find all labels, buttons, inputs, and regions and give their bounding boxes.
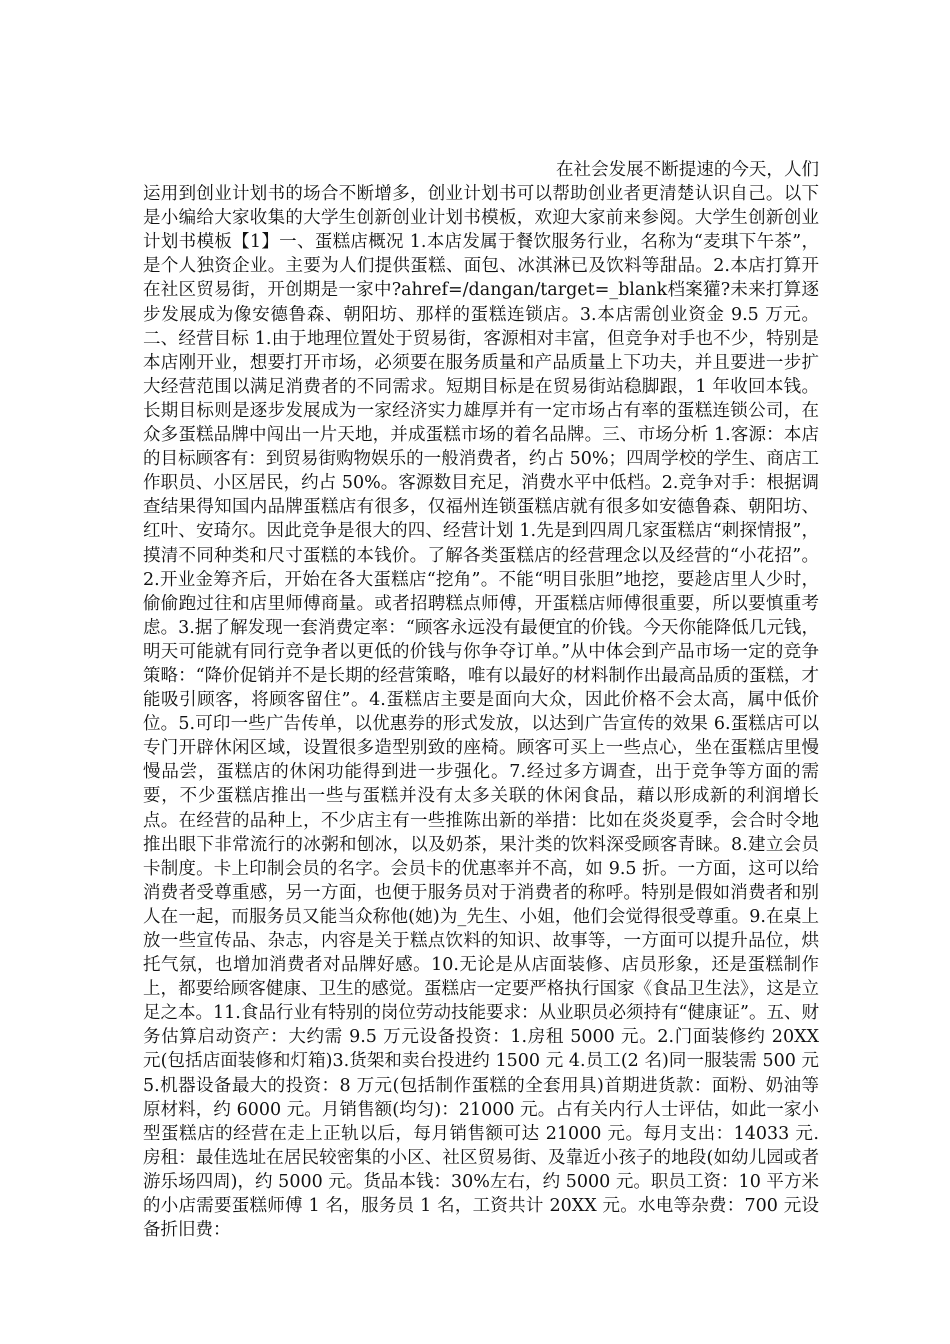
document-body-text: 在社会发展不断提速的今天，人们运用到创业计划书的场合不断增多，创业计划书可以帮助创业者更清楚认识自己。以下是小编给大家收集的大学生创新创业计划书模板，欢迎大家前来参阅。大学生创新创业计划书模板【1】一、蛋糕店概况 1.本店发属于餐饮服务行业，名称为“麦琪下午茶”，是个人独资企业。主要为人们提供蛋糕、面包、冰淇淋已及饮料等甜品。2.本店打算开在社区贸易街，开创期是一家中?ahref=/dangan/target=_blank档案獾?未来打算逐步发展成为像安德鲁森、朝阳坊、那样的蛋糕连锁店。3.本店需创业资金 9.5 万元。二、经营目标 1.由于地理位置处于贸易街，客源相对丰富，但竞争对手也不少，特别是本店刚开业，想要打开市场，必须要在服务质量和产品质量上下功夫，并且要进一步扩大经营范围以满足消费者的不同需求。短期目标是在贸易街站稳脚跟，1 年收回本钱。长期目标则是逐步发展成为一家经济实力雄厚并有一定市场占有率的蛋糕连锁公司，在众多蛋糕品牌中闯出一片天地，并成蛋糕市场的着名品牌。三、市场分析 1.客源：本店的目标顾客有：到贸易街购物娱乐的一般消费者，约占 50%；四周学校的学生、商店工作职员、小区居民，约占 50%。客源数目充足，消费水平中低档。2.竞争对手：根据调查结果得知国内品牌蛋糕店有很多，仅福州连锁蛋糕店就有很多如安德鲁森、朝阳坊、红叶、安琦尔。因此竞争是很大的四、经营计划 1.先是到四周几家蛋糕店“刺探情报”，摸清不同种类和尺寸蛋糕的本钱价。了解各类蛋糕店的经营理念以及经营的“小花招”。2.开业金筹齐后，开始在各大蛋糕店“挖角”。不能“明目张胆”地挖，要趁店里人少时，偷偷跑过往和店里师傅商量。或者招聘糕点师傅，开蛋糕店师傅很重要，所以要慎重考虑。3.据了解发现一套消费定率：“顾客永远没有最便宜的价钱。今天你能降低几元钱，明天可能就有同行竞争者以更低的价钱与你争夺订单。”从中体会到产品市场一定的竞争策略：“降价促销并不是长期的经营策略，唯有以最好的材料制作出最高品质的蛋糕，才能吸引顾客，将顾客留住”。4.蛋糕店主要是面向大众，因此价格不会太高，属中低价位。5.可印一些广告传单，以优惠券的形式发放，以达到广告宣传的效果 6.蛋糕店可以专门开辟休闲区域，设置很多造型别致的座椅。顾客可买上一些点心，坐在蛋糕店里慢慢品尝，蛋糕店的休闲功能得到进一步强化。7.经过多方调查，出于竞争等方面的需要，不少蛋糕店推出一些与蛋糕并没有太多关联的休闲食品，藉以形成新的利润增长点。在经营的品种上，不少店主有一些推陈出新的举措：比如在炎炎夏季，会合时令地推出眼下非常流行的冰粥和刨冰，以及奶茶，果汁类的饮料深受顾客青睐。8.建立会员卡制度。卡上印制会员的名字。会员卡的优惠率并不高，如 9.5 折。一方面，这可以给消费者受尊重感，另一方面，也便于服务员对于消费者的称呼。特别是假如消费者和别人在一起，而服务员又能当众称他(她)为_先生、小姐，他们会觉得很受尊重。9.在桌上放一些宣传品、杂志，内容是关于糕点饮料的知识、故事等，一方面可以提升品位，烘托气氛，也增加消费者对品牌好感。10.无论是从店面装修、店员形象，还是蛋糕制作上，都要给顾客健康、卫生的感觉。蛋糕店一定要严格执行国家《食品卫生法》，这是立足之本。11.食品行业有特别的岗位劳动技能要求：从业职员必须持有“健康证”。五、财务估算启动资产：大约需 9.5 万元设备投资：1.房租 5000 元。2.门面装修约 20XX 元(包括店面装修和灯箱)3.货架和卖台投进约 1500 元 4.员工(2 名)同一服装需 500 元 5.机器设备最大的投资：8 万元(包括制作蛋糕的全套用具)首期进货款：面粉、奶油等原材料，约 6000 元。月销售额(均匀)：21000 元。占有关内行人士评估，如此一家小型蛋糕店的经营在走上正轨以后，每月销售额可达 21000 元。每月支出：14033 元.房租：最佳选址在居民较密集的小区、社区贸易街、及靠近小孩子的地段(如幼儿园或者游乐场四周)，约 5000 元。货品本钱：30%左右，约 5000 元。职员工资：10 平方米的小店需要蛋糕师傅 1 名，服务员 1 名，工资共计 20XX 元。水电等杂费：700 元设备折旧费： bbox=[143, 160, 819, 1241]
